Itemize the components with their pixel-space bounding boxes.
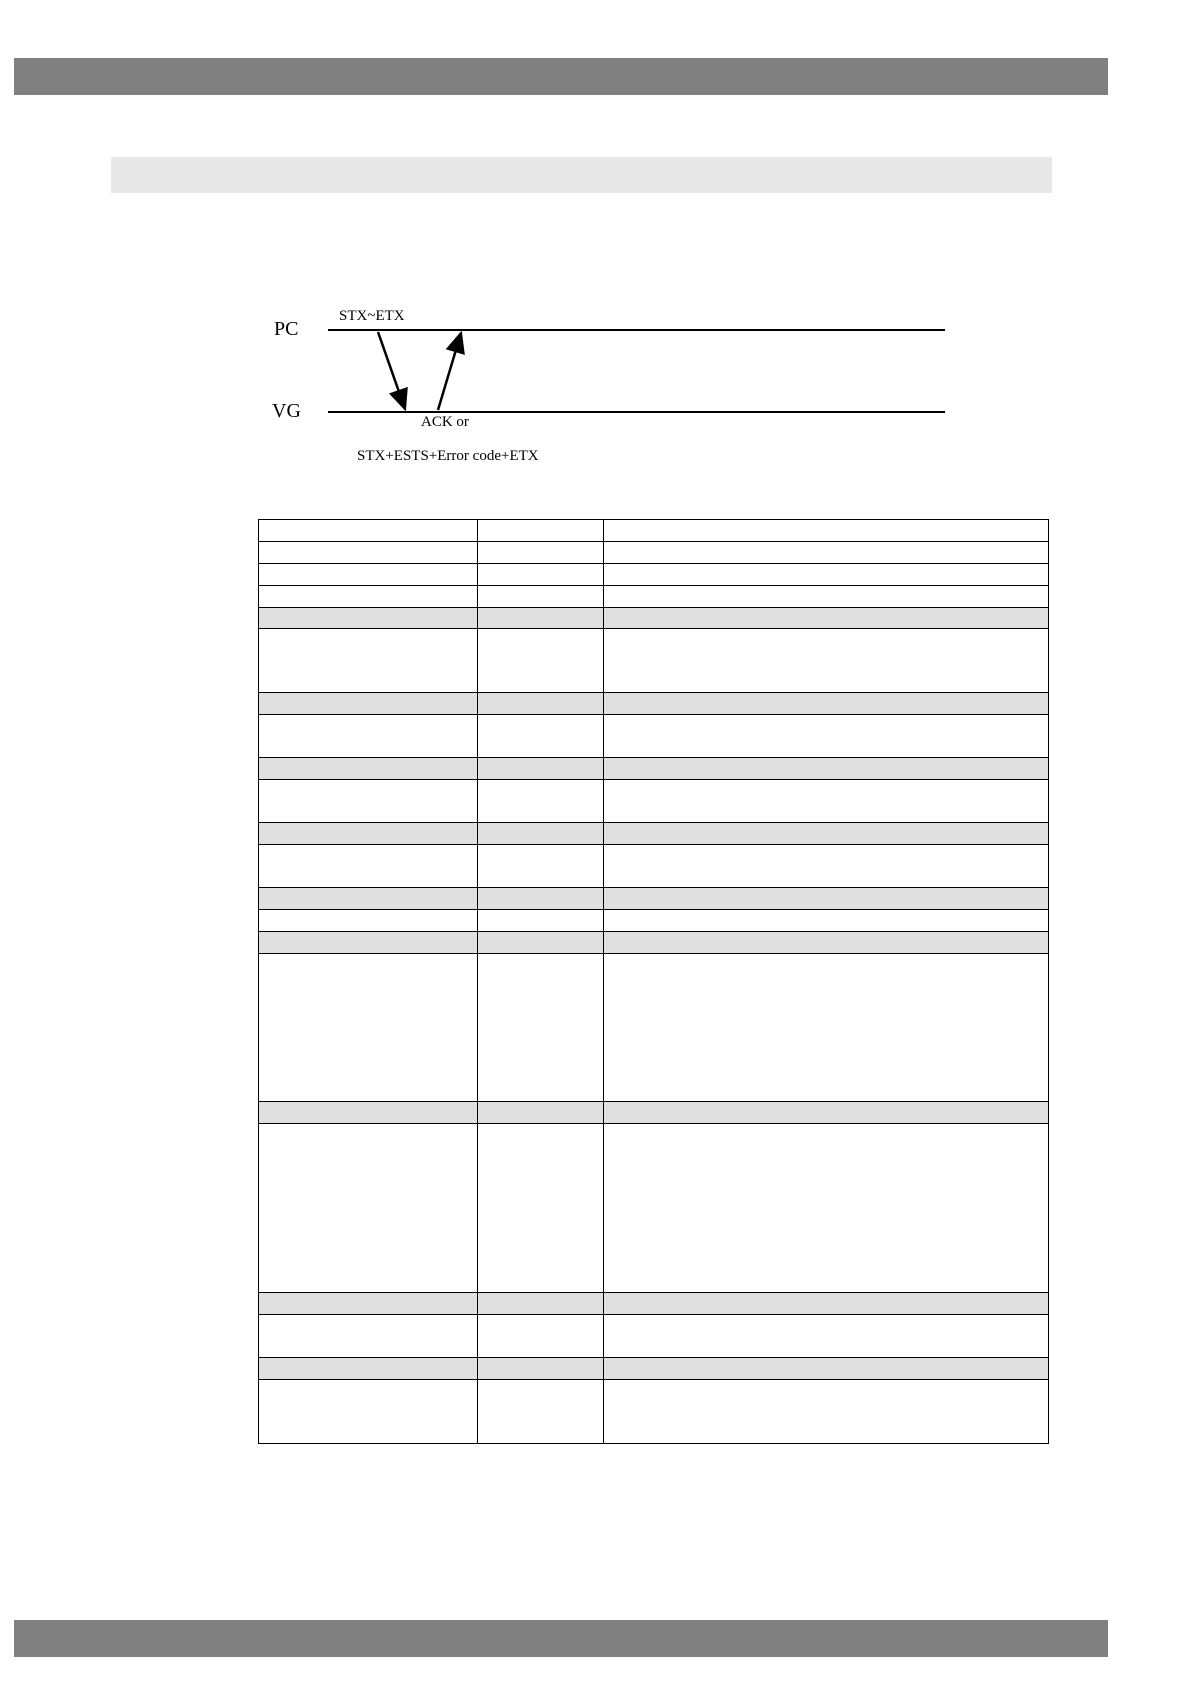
table-cell xyxy=(478,758,604,780)
table-cell xyxy=(259,1380,478,1444)
table-row xyxy=(259,715,1049,758)
table-cell xyxy=(604,932,1049,954)
vg-lane-label: VG xyxy=(272,400,301,422)
table-row xyxy=(259,1358,1049,1380)
table-cell xyxy=(478,823,604,845)
table-cell xyxy=(478,845,604,888)
table-cell xyxy=(478,910,604,932)
table-cell xyxy=(259,888,478,910)
table-cell xyxy=(478,564,604,586)
table-cell xyxy=(604,910,1049,932)
table-cell xyxy=(259,910,478,932)
table-cell xyxy=(259,780,478,823)
pc-lane-label: PC xyxy=(274,318,299,340)
reply-message-label-line1: ACK or xyxy=(421,414,469,430)
table-cell xyxy=(259,1358,478,1380)
table-cell xyxy=(604,693,1049,715)
reply-message-label-line2: STX+ESTS+Error code+ETX xyxy=(357,448,539,464)
table-cell xyxy=(604,780,1049,823)
table-cell xyxy=(478,1124,604,1293)
table-cell xyxy=(259,564,478,586)
table-cell xyxy=(604,586,1049,608)
table-cell xyxy=(478,693,604,715)
table-row xyxy=(259,629,1049,693)
section-heading-band xyxy=(111,157,1052,193)
table-cell xyxy=(604,608,1049,629)
table-cell xyxy=(259,1124,478,1293)
table-cell xyxy=(604,564,1049,586)
table-cell xyxy=(478,888,604,910)
table-row xyxy=(259,1102,1049,1124)
table-cell xyxy=(604,954,1049,1102)
table-cell xyxy=(478,715,604,758)
table-row xyxy=(259,758,1049,780)
table-cell xyxy=(604,1380,1049,1444)
footer-bar xyxy=(14,1620,1108,1657)
header-bar xyxy=(14,58,1108,95)
table-cell xyxy=(259,629,478,693)
reply-arrow xyxy=(438,333,461,410)
table-cell xyxy=(478,608,604,629)
table-row xyxy=(259,845,1049,888)
table-cell xyxy=(604,758,1049,780)
table-row xyxy=(259,954,1049,1102)
table-cell xyxy=(478,1315,604,1358)
table-cell xyxy=(259,932,478,954)
table-cell xyxy=(604,1358,1049,1380)
table-row xyxy=(259,564,1049,586)
table-row xyxy=(259,932,1049,954)
table-cell xyxy=(478,1358,604,1380)
table-cell xyxy=(604,629,1049,693)
table-row xyxy=(259,608,1049,629)
table-cell xyxy=(259,845,478,888)
table-cell xyxy=(604,1315,1049,1358)
table-row xyxy=(259,693,1049,715)
table-cell xyxy=(259,715,478,758)
table-cell xyxy=(478,932,604,954)
table-cell xyxy=(478,542,604,564)
table-cell xyxy=(604,520,1049,542)
table-cell xyxy=(604,542,1049,564)
table-cell xyxy=(478,1293,604,1315)
table-cell xyxy=(259,1102,478,1124)
table-row xyxy=(259,586,1049,608)
table-cell xyxy=(259,1293,478,1315)
table-row xyxy=(259,1380,1049,1444)
table-cell xyxy=(259,542,478,564)
table-cell xyxy=(604,845,1049,888)
table-cell xyxy=(259,954,478,1102)
table-cell xyxy=(259,693,478,715)
table-row xyxy=(259,542,1049,564)
table-row xyxy=(259,910,1049,932)
table-row xyxy=(259,1293,1049,1315)
table-cell xyxy=(604,1293,1049,1315)
send-message-label: STX~ETX xyxy=(339,308,405,324)
table-cell xyxy=(478,1102,604,1124)
table-row xyxy=(259,888,1049,910)
table-cell xyxy=(478,1380,604,1444)
communication-sequence-diagram xyxy=(260,300,960,480)
table-row xyxy=(259,1124,1049,1293)
table-cell xyxy=(259,608,478,629)
table-cell xyxy=(604,715,1049,758)
table-row xyxy=(259,823,1049,845)
table-row xyxy=(259,1315,1049,1358)
command-table xyxy=(258,519,1049,1444)
send-arrow xyxy=(378,332,405,409)
table-cell xyxy=(259,520,478,542)
table-cell xyxy=(604,1102,1049,1124)
table-cell xyxy=(478,780,604,823)
table-row xyxy=(259,520,1049,542)
table-cell xyxy=(478,586,604,608)
table-cell xyxy=(478,520,604,542)
table-cell xyxy=(259,1315,478,1358)
table-cell xyxy=(478,629,604,693)
table-cell xyxy=(604,888,1049,910)
table-row xyxy=(259,780,1049,823)
table-cell xyxy=(604,823,1049,845)
table-cell xyxy=(259,823,478,845)
table-cell xyxy=(478,954,604,1102)
table-cell xyxy=(604,1124,1049,1293)
table-cell xyxy=(259,758,478,780)
table-cell xyxy=(259,586,478,608)
